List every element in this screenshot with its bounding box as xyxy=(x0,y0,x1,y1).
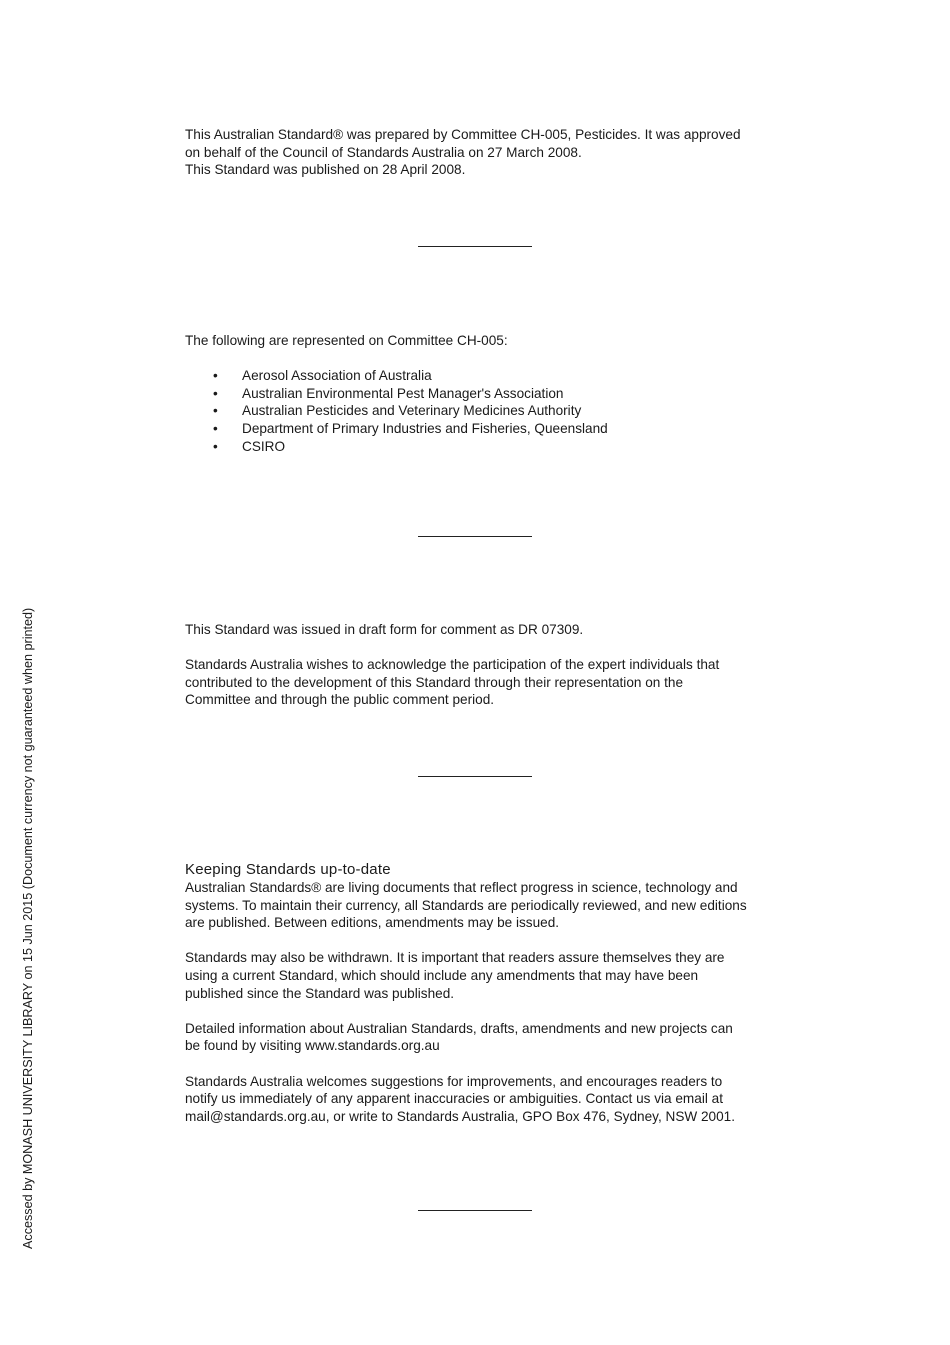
paragraph-line: systems. To maintain their currency, all Standards are periodically reviewed, and new editions xyxy=(185,897,747,913)
divider-rule xyxy=(418,536,532,537)
bullet-icon: • xyxy=(213,385,218,401)
representative-name: Australian Pesticides and Veterinary Medicines Authority xyxy=(242,403,582,419)
representative-name: Australian Environmental Pest Manager's Association xyxy=(242,385,564,401)
paragraph-line: Detailed information about Australian Standards, drafts, amendments and new projects can xyxy=(185,1020,733,1036)
divider-rule xyxy=(418,776,532,777)
paragraph-line: Standards may also be withdrawn. It is important that readers assure themselves they are xyxy=(185,950,725,966)
paragraph-line: Standards Australia welcomes suggestions for improvements, and encourages readers to xyxy=(185,1073,723,1089)
approval-line: This Australian Standard® was prepared by Committee CH-005, Pesticides. It was approved xyxy=(185,127,741,142)
access-watermark-note: Accessed by MONASH UNIVERSITY LIBRARY on 15 Jun 2015 (Document currency not guaranteed when printed) xyxy=(21,607,35,1249)
draft-issued-line: This Standard was issued in draft form for comment as DR 07309. xyxy=(185,622,584,637)
list-item xyxy=(185,402,785,420)
list-item xyxy=(185,367,785,385)
representative-name: Department of Primary Industries and Fisheries, Queensland xyxy=(242,420,608,436)
bullet-icon: • xyxy=(213,420,218,436)
divider-rule xyxy=(418,246,532,247)
paragraph-line: notify us immediately of any apparent inaccuracies or ambiguities. Contact us via email at xyxy=(185,1091,723,1107)
list-item xyxy=(185,438,785,456)
bullet-icon: • xyxy=(213,438,218,454)
publication-line: This Standard was published on 28 April 2008. xyxy=(185,162,466,178)
representation-intro: The following are represented on Committee CH-005: xyxy=(185,333,508,348)
acknowledgement-line: Committee and through the public comment period. xyxy=(185,692,495,708)
representative-name: CSIRO xyxy=(242,438,286,454)
divider-rule xyxy=(418,1210,532,1211)
committee-representation xyxy=(185,332,785,455)
keeping-up-to-date-section xyxy=(185,861,785,1125)
paragraph-line: published since the Standard was published. xyxy=(185,985,455,1001)
acknowledgement-line: Standards Australia wishes to acknowledge the participation of the expert individuals that xyxy=(185,657,720,673)
paragraph-line: using a current Standard, which should include any amendments that may have been xyxy=(185,967,699,983)
list-item xyxy=(185,385,785,403)
bullet-icon: • xyxy=(213,368,218,384)
bullet-icon: • xyxy=(213,403,218,419)
approval-line: on behalf of the Council of Standards Australia on 27 March 2008. xyxy=(185,144,582,160)
section-heading: Keeping Standards up-to-date xyxy=(185,861,391,878)
list-item xyxy=(185,420,785,438)
representative-name: Aerosol Association of Australia xyxy=(242,368,432,384)
draft-acknowledgement xyxy=(185,621,785,709)
paragraph-line: mail@standards.org.au, or write to Standards Australia, GPO Box 476, Sydney, NSW 2001. xyxy=(185,1108,736,1124)
paragraph-line: are published. Between editions, amendments may be issued. xyxy=(185,915,560,931)
paragraph-line: Australian Standards® are living documents that reflect progress in science, technology and xyxy=(185,880,738,895)
approval-statement xyxy=(185,126,785,179)
paragraph-line: be found by visiting www.standards.org.au xyxy=(185,1038,440,1054)
acknowledgement-line: contributed to the development of this Standard through their representation on the xyxy=(185,674,684,690)
representative-list xyxy=(185,367,785,455)
